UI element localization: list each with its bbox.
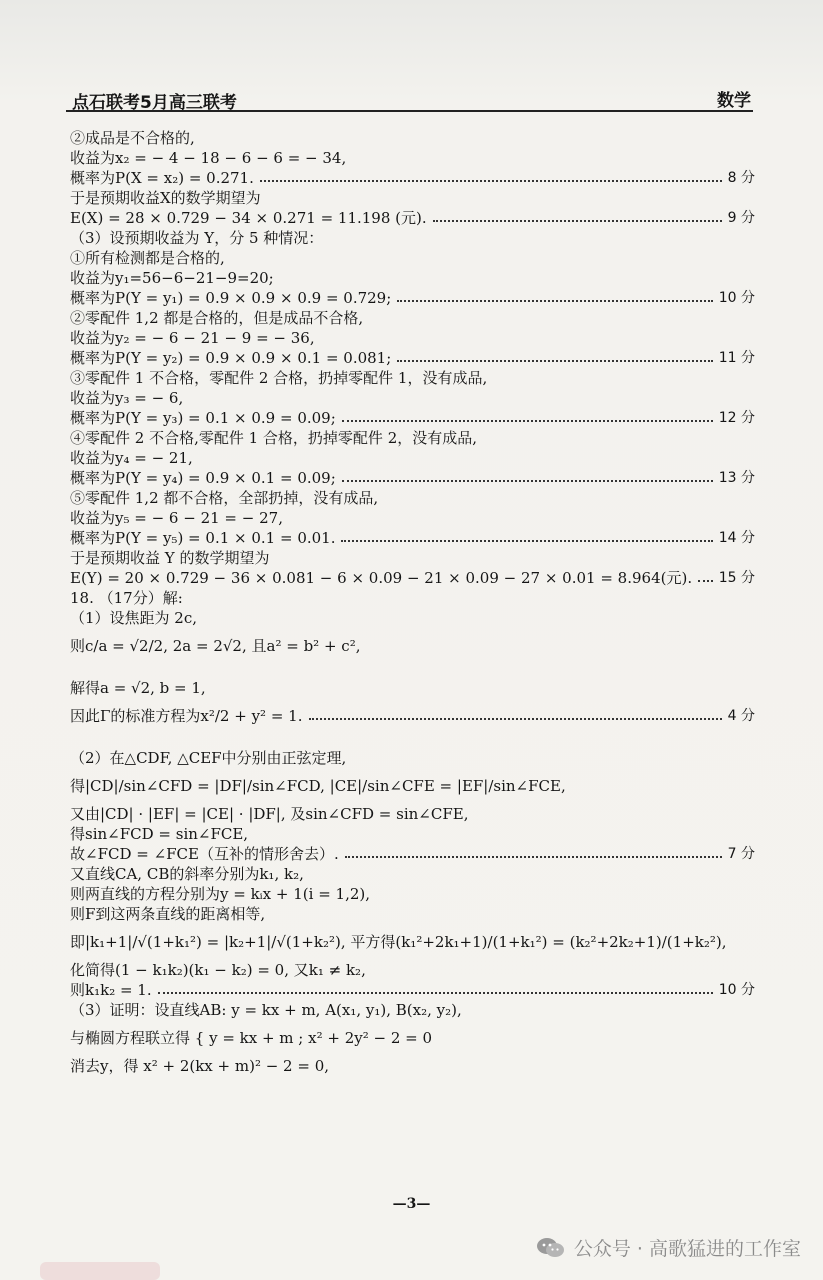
solution-line-text: 又由|CD| · |EF| = |CE| · |DF|, 及sin∠CFD = sin∠CFE, [70, 805, 469, 823]
solution-line [70, 864, 755, 884]
solution-line-text: 得|CD|/sin∠CFD = |DF|/sin∠FCD, |CE|/sin∠CFE = |EF|/sin∠FCE, [70, 777, 566, 795]
solution-line [70, 368, 755, 388]
solution-line-text: 概率为P(X = x₂) = 0.271. [70, 169, 254, 187]
solution-line [70, 904, 755, 924]
leader-dots [397, 300, 712, 302]
solution-line-text: ②零配件 1,2 都是合格的，但是成品不合格, [70, 309, 364, 327]
solution-line [70, 208, 755, 228]
solution-line-text: 收益为y₅ = − 6 − 21 = − 27, [70, 509, 283, 527]
score-mark: 10 分 [718, 290, 755, 306]
page-number: —3— [392, 1196, 431, 1212]
leader-dots [433, 220, 722, 222]
solution-line [70, 448, 755, 468]
page-header [66, 84, 753, 112]
solution-line-text: 概率为P(Y = y₅) = 0.1 × 0.1 = 0.01. [70, 529, 336, 547]
solution-line-text: ⑤零配件 1,2 都不合格，全部扔掉，没有成品, [70, 489, 379, 507]
solution-line-text: 化简得(1 − k₁k₂)(k₁ − k₂) = 0, 又k₁ ≠ k₂, [70, 961, 366, 979]
solution-line-text: ④零配件 2 不合格,零配件 1 合格，扔掉零配件 2，没有成品, [70, 429, 478, 447]
solution-line [70, 1000, 755, 1020]
solution-line-text: 得sin∠FCD = sin∠FCE, [70, 825, 249, 843]
leader-dots [309, 718, 722, 720]
solution-line [70, 488, 755, 508]
solution-line [70, 168, 755, 188]
solution-content [70, 128, 755, 1076]
solution-line [70, 548, 755, 568]
solution-line-text: 则两直线的方程分别为y = kᵢx + 1(i = 1,2), [70, 885, 371, 903]
solution-line-text: 故∠FCD = ∠FCE（互补的情形舍去）. [70, 845, 339, 863]
solution-line-text: 收益为y₁=56−6−21−9=20; [70, 269, 274, 287]
score-mark: 12 分 [718, 410, 755, 426]
solution-line-text: ②成品是不合格的, [70, 129, 195, 147]
solution-line [70, 608, 755, 628]
score-mark: 7 分 [727, 846, 755, 862]
leader-dots [342, 420, 713, 422]
solution-line-text: E(Y) = 20 × 0.729 − 36 × 0.081 − 6 × 0.09 − 21 × 0.09 − 27 × 0.01 = 8.964(元). [70, 569, 693, 587]
header-subject: 数学 [717, 91, 751, 111]
solution-line [70, 588, 755, 608]
solution-line [70, 388, 755, 408]
solution-line [70, 428, 755, 448]
solution-line-text: 概率为P(Y = y₃) = 0.1 × 0.9 = 0.09; [70, 409, 336, 427]
solution-line-text: 则k₁k₂ = 1. [70, 981, 152, 999]
solution-line [70, 288, 755, 308]
solution-line [70, 1056, 755, 1076]
solution-line [70, 268, 755, 288]
solution-line [70, 924, 755, 960]
solution-line [70, 528, 755, 548]
leader-dots [345, 856, 722, 858]
solution-line [70, 628, 755, 664]
solution-line-text: 概率为P(Y = y₂) = 0.9 × 0.9 × 0.1 = 0.081; [70, 349, 392, 367]
leader-dots [158, 992, 713, 994]
solution-line-text: （3）设预期收益为 Y，分 5 种情况： [70, 229, 324, 247]
score-mark: 9 分 [727, 210, 755, 226]
solution-line [70, 468, 755, 488]
leader-dots [397, 360, 712, 362]
score-mark: 15 分 [718, 570, 755, 586]
solution-line [70, 228, 755, 248]
score-mark: 8 分 [727, 170, 755, 186]
solution-line-text: 即|k₁+1|/√(1+k₁²) = |k₂+1|/√(1+k₂²), 平方得(k₁²+2k₁+1)/(1+k₁²) = (k₂²+2k₂+1)/(1+k₂²), [70, 933, 727, 951]
solution-line-text: （1）设焦距为 2c, [70, 609, 198, 627]
leader-dots [698, 580, 713, 582]
solution-line-text: 解得a = √2, b = 1, [70, 679, 206, 697]
solution-line-text: ③零配件 1 不合格，零配件 2 合格，扔掉零配件 1，没有成品, [70, 369, 488, 387]
solution-line [70, 408, 755, 428]
solution-line [70, 960, 755, 980]
solution-line [70, 248, 755, 268]
solution-line-text: 18. （17分）解: [70, 589, 183, 607]
solution-line [70, 328, 755, 348]
leader-dots [341, 540, 712, 542]
solution-line-text: 收益为y₄ = − 21, [70, 449, 193, 467]
watermark [536, 1234, 801, 1261]
solution-line-text: 消去y，得 x² + 2(kx + m)² − 2 = 0, [70, 1057, 330, 1075]
solution-line [70, 768, 755, 804]
solution-line-text: 则F到这两条直线的距离相等, [70, 905, 266, 923]
solution-line-text: E(X) = 28 × 0.729 − 34 × 0.271 = 11.198 (元). [70, 209, 427, 227]
leader-dots [342, 480, 713, 482]
solution-line-text: 又直线CA, CB的斜率分别为k₁, k₂, [70, 865, 304, 883]
solution-line-text: 概率为P(Y = y₄) = 0.9 × 0.1 = 0.09; [70, 469, 336, 487]
solution-line [70, 884, 755, 904]
solution-line-text: （2）在△CDF, △CEF中分别由正弦定理, [70, 749, 347, 767]
solution-line [70, 128, 755, 148]
solution-line-text: 与椭圆方程联立得 { y = kx + m ; x² + 2y² − 2 = 0 [70, 1029, 433, 1047]
solution-line-text: 于是预期收益X的数学期望为 [70, 189, 261, 207]
solution-line [70, 348, 755, 368]
solution-line-text: 则c/a = √2/2, 2a = 2√2, 且a² = b² + c², [70, 637, 361, 655]
solution-line [70, 148, 755, 168]
solution-line [70, 698, 755, 734]
solution-line-text: 概率为P(Y = y₁) = 0.9 × 0.9 × 0.9 = 0.729; [70, 289, 392, 307]
watermark-text: 公众号 · 高歌猛进的工作室 [573, 1238, 801, 1260]
solution-line [70, 568, 755, 588]
score-mark: 10 分 [718, 982, 755, 998]
solution-line-text: 收益为x₂ = − 4 − 18 − 6 − 6 = − 34, [70, 149, 347, 167]
solution-line [70, 980, 755, 1000]
score-mark: 14 分 [718, 530, 755, 546]
solution-line [70, 1020, 755, 1056]
solution-line-text: 于是预期收益 Y 的数学期望为 [70, 549, 270, 567]
solution-line [70, 188, 755, 208]
solution-line-text: 因此Γ的标准方程为x²/2 + y² = 1. [70, 707, 303, 725]
score-mark: 4 分 [727, 708, 755, 724]
solution-line-text: ①所有检测都是合格的, [70, 249, 225, 267]
paper-stain [40, 1262, 160, 1280]
leader-dots [260, 180, 722, 182]
solution-line [70, 678, 755, 698]
solution-line-text: （3）证明：设直线AB: y = kx + m, A(x₁, y₁), B(x₂, y₂), [70, 1001, 462, 1019]
solution-line [70, 508, 755, 528]
solution-line [70, 804, 755, 824]
solution-line [70, 824, 755, 844]
header-exam-title: 点石联考5月高三联考 [72, 93, 237, 113]
solution-line [70, 748, 755, 768]
solution-line-text: 收益为y₃ = − 6, [70, 389, 184, 407]
solution-line-text: 收益为y₂ = − 6 − 21 − 9 = − 36, [70, 329, 315, 347]
solution-line [70, 308, 755, 328]
score-mark: 11 分 [718, 350, 755, 366]
wechat-icon [536, 1236, 566, 1260]
score-mark: 13 分 [718, 470, 755, 486]
solution-line [70, 844, 755, 864]
